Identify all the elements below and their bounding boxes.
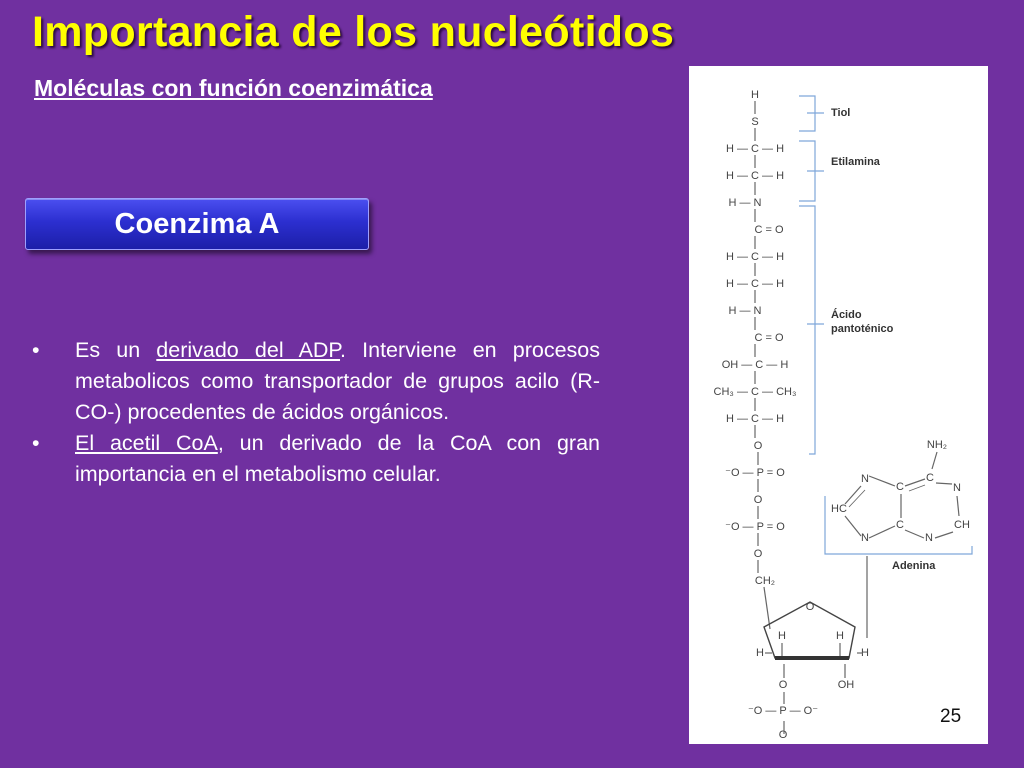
bullet-text: . Interviene en procesos metabolicos como transportador de grupos acilo (R-CO-) procedentes de ácidos orgánicos. xyxy=(75,338,600,424)
atom-label: C = O xyxy=(754,332,784,344)
acido-label: Ácido xyxy=(831,309,862,321)
atom-label: C xyxy=(896,481,904,493)
atom-label: H — C — H xyxy=(725,413,785,425)
pantotenico-label: pantoténico xyxy=(831,323,894,335)
atom-label: HC xyxy=(831,503,847,515)
coenzyme-a-structure-figure xyxy=(689,66,988,744)
atom-label: ⁻O — P = O xyxy=(725,467,785,479)
atom-label: N xyxy=(953,482,961,494)
bullet-text: Es un xyxy=(75,338,157,362)
atom-label: O xyxy=(778,679,788,691)
atom-label: H — N xyxy=(728,197,762,209)
bullet-text: , un derivado de la CoA con gran importancia en el metabolismo celular. xyxy=(75,431,600,486)
atom-label: H xyxy=(778,630,786,642)
atom-label: C xyxy=(926,472,934,484)
atom-label: O xyxy=(805,601,815,613)
bullet-list xyxy=(32,335,600,490)
atom-label: H xyxy=(751,89,759,101)
atom-label: N xyxy=(861,473,869,485)
atom-label: N xyxy=(925,532,933,544)
atom-label: H xyxy=(861,647,869,659)
atom-label: CH xyxy=(954,519,970,531)
atom-label: OH xyxy=(837,679,855,691)
bullet-item xyxy=(32,428,600,490)
atom-label: C = O xyxy=(754,224,784,236)
atom-label: OH — C — H xyxy=(721,359,789,371)
slide-title: Importancia de los nucleótidos xyxy=(32,8,675,56)
atom-label: S xyxy=(751,116,759,128)
atom-label: O xyxy=(753,494,763,506)
atom-label: H — N xyxy=(728,305,762,317)
atom-label: NH₂ xyxy=(926,439,948,451)
atom-label: N xyxy=(861,532,869,544)
coenzima-a-box xyxy=(25,198,369,250)
acetil-coa-link[interactable]: El acetil CoA xyxy=(75,431,218,455)
atom-label: H — C — H xyxy=(725,278,785,290)
etilamina-label: Etilamina xyxy=(831,156,880,168)
page-number: 25 xyxy=(940,706,962,727)
atom-label: H — C — H xyxy=(725,143,785,155)
atom-label: O xyxy=(753,548,763,560)
bullet-dot: • xyxy=(32,431,40,455)
atom-label: H xyxy=(756,647,764,659)
atom-label: CH₂ xyxy=(754,575,776,587)
atom-label: H — C — H xyxy=(725,251,785,263)
bullet-dot: • xyxy=(32,338,40,362)
atom-label: H — C — H xyxy=(725,170,785,182)
atom-label: O xyxy=(753,440,763,452)
atom-label: ⁻O — P = O xyxy=(725,521,785,533)
atom-label: ⁻O — P — O⁻ xyxy=(747,705,819,717)
adenina-label: Adenina xyxy=(892,560,936,572)
atom-label: H xyxy=(836,630,844,642)
atom-label: O xyxy=(778,729,788,741)
bullet-item xyxy=(32,335,600,428)
structure-diagram xyxy=(689,66,988,744)
tiol-label: Tiol xyxy=(831,107,851,119)
atom-label: CH₃ — C — CH₃ xyxy=(713,386,797,398)
coenzima-a-label: Coenzima A xyxy=(114,207,280,240)
atom-label: C xyxy=(896,519,904,531)
slide-subtitle: Moléculas con función coenzimática xyxy=(34,75,433,101)
derivado-adp-link[interactable]: derivado del ADP xyxy=(156,338,341,362)
